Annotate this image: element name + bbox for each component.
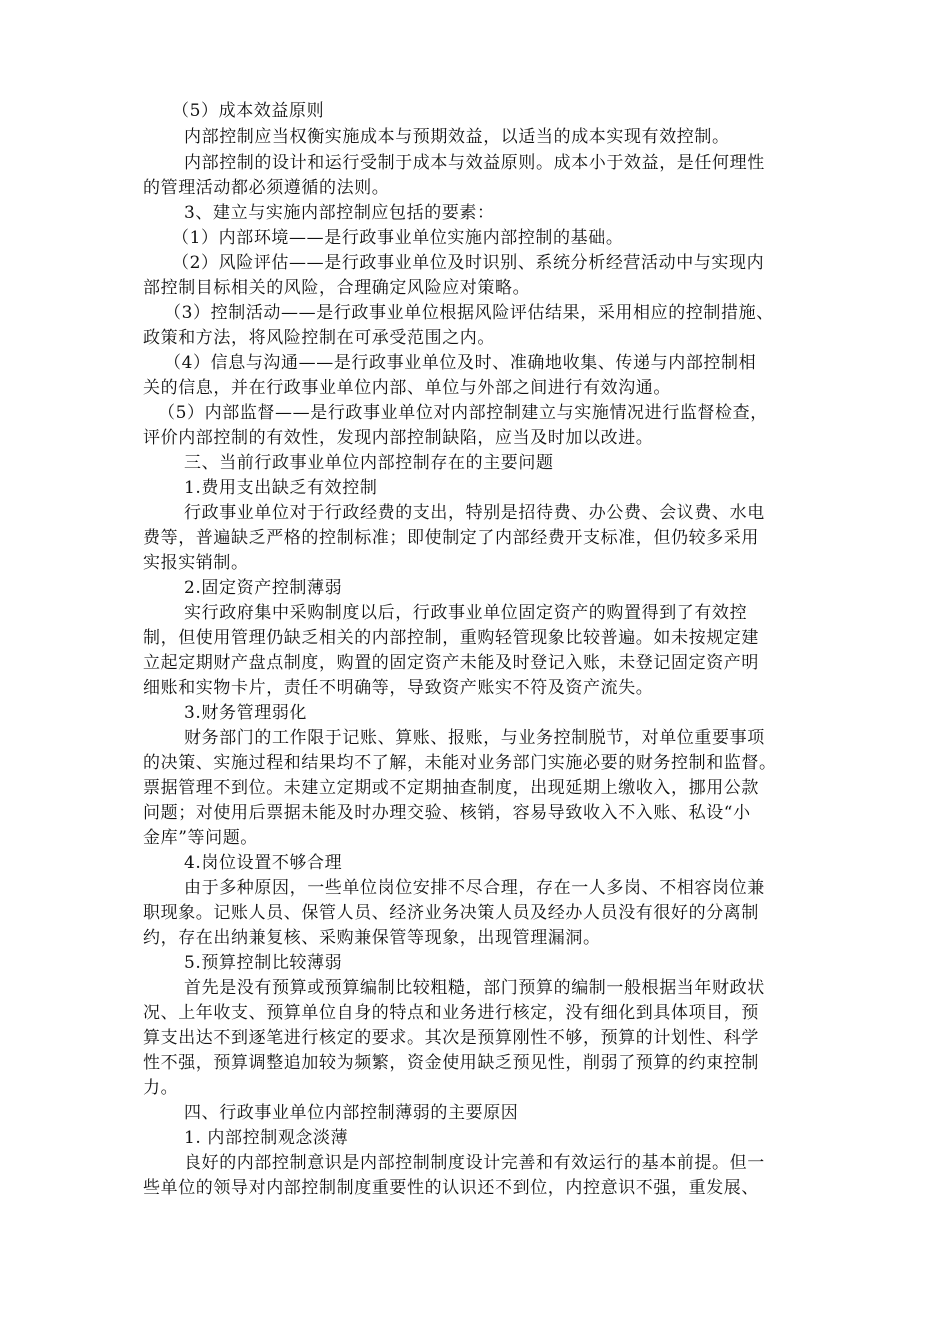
text-line: 关的信息，并在行政事业单位内部、单位与外部之间进行有效沟通。 — [143, 378, 671, 398]
text-line: 部控制目标相关的风险，合理确定风险应对策略。 — [143, 278, 531, 298]
text-line: 内部控制应当权衡实施成本与预期效益，以适当的成本实现有效控制。 — [184, 127, 730, 147]
text-line: 1. 内部控制观念淡薄 — [184, 1128, 349, 1148]
text-line: 4.岗位设置不够合理 — [184, 853, 343, 873]
text-line: 票据管理不到位。未建立定期或不定期抽查制度，出现延期上缴收入，挪用公款 — [143, 778, 759, 798]
text-line: 三、当前行政事业单位内部控制存在的主要问题 — [184, 453, 554, 473]
text-line: 首先是没有预算或预算编制比较粗糙，部门预算的编制一般根据当年财政状 — [184, 978, 765, 998]
text-line: 力。 — [143, 1078, 179, 1098]
text-line: 3.财务管理弱化 — [184, 703, 308, 723]
text-line: 5.预算控制比较薄弱 — [184, 953, 343, 973]
text-line: 的管理活动都必须遵循的法则。 — [143, 178, 390, 198]
text-line: 职现象。记账人员、保管人员、经济业务决策人员及经办人员没有很好的分离制 — [143, 903, 759, 923]
text-line: （5）内部监督——是行政事业单位对内部控制建立与实施情况进行监督检查， — [158, 403, 768, 423]
text-line: 金库”等问题。 — [143, 828, 258, 848]
text-line: 3、建立与实施内部控制应包括的要素： — [184, 203, 495, 223]
text-line: 四、行政事业单位内部控制薄弱的主要原因 — [184, 1103, 519, 1123]
text-line: 费等，普遍缺乏严格的控制标准；即使制定了内部经费开支标准，但仍较多采用 — [143, 528, 759, 548]
text-line: 政策和方法，将风险控制在可承受范围之内。 — [143, 328, 495, 348]
text-line: （4）信息与沟通——是行政事业单位及时、准确地收集、传递与内部控制相 — [164, 353, 757, 373]
text-line: 制，但使用管理仍缺乏相关的内部控制，重购轻管现象比较普遍。如未按规定建 — [143, 628, 759, 648]
text-line: 评价内部控制的有效性，发现内部控制缺陷，应当及时加以改进。 — [143, 428, 654, 448]
text-line: 的决策、实施过程和结果均不了解，未能对业务部门实施必要的财务控制和监督。 — [143, 753, 777, 773]
text-line: 内部控制的设计和运行受制于成本与效益原则。成本小于效益，是任何理性 — [184, 153, 765, 173]
text-line: 实行政府集中采购制度以后，行政事业单位固定资产的购置得到了有效控 — [184, 603, 748, 623]
text-line: 实报实销制。 — [143, 553, 249, 573]
text-line: 约，存在出纳兼复核、采购兼保管等现象，出现管理漏洞。 — [143, 928, 601, 948]
text-line: 算支出达不到逐笔进行核定的要求。其次是预算刚性不够，预算的计划性、科学 — [143, 1028, 759, 1048]
text-line: 财务部门的工作限于记账、算账、报账，与业务控制脱节，对单位重要事项 — [184, 728, 765, 748]
text-line: 细账和实物卡片，责任不明确等，导致资产账实不符及资产流失。 — [143, 678, 654, 698]
text-line: 立起定期财产盘点制度，购置的固定资产未能及时登记入账，未登记固定资产明 — [143, 653, 759, 673]
text-line: （2）风险评估——是行政事业单位及时识别、系统分析经营活动中与实现内 — [172, 253, 765, 273]
text-line: 行政事业单位对于行政经费的支出，特别是招待费、办公费、会议费、水电 — [184, 503, 765, 523]
text-line: 况、上年收支、预算单位自身的特点和业务进行核定，没有细化到具体项目，预 — [143, 1003, 759, 1023]
text-line: 由于多种原因，一些单位岗位安排不尽合理，存在一人多岗、不相容岗位兼 — [184, 878, 765, 898]
text-line: 良好的内部控制意识是内部控制制度设计完善和有效运行的基本前提。但一 — [184, 1153, 765, 1173]
text-line: （1）内部环境——是行政事业单位实施内部控制的基础。 — [172, 228, 624, 248]
text-line: 些单位的领导对内部控制制度重要性的认识还不到位，内控意识不强，重发展、 — [143, 1178, 759, 1198]
text-line: 1.费用支出缺乏有效控制 — [184, 478, 378, 498]
text-line: 2.固定资产控制薄弱 — [184, 578, 343, 598]
text-line: 性不强，预算调整追加较为频繁，资金使用缺乏预见性，削弱了预算的约束控制 — [143, 1053, 759, 1073]
text-line: 问题；对使用后票据未能及时办理交验、核销，容易导致收入不入账、私设“小 — [143, 803, 751, 823]
text-line: （5）成本效益原则 — [172, 101, 325, 121]
text-line: （3）控制活动——是行政事业单位根据风险评估结果，采用相应的控制措施、 — [164, 303, 774, 323]
